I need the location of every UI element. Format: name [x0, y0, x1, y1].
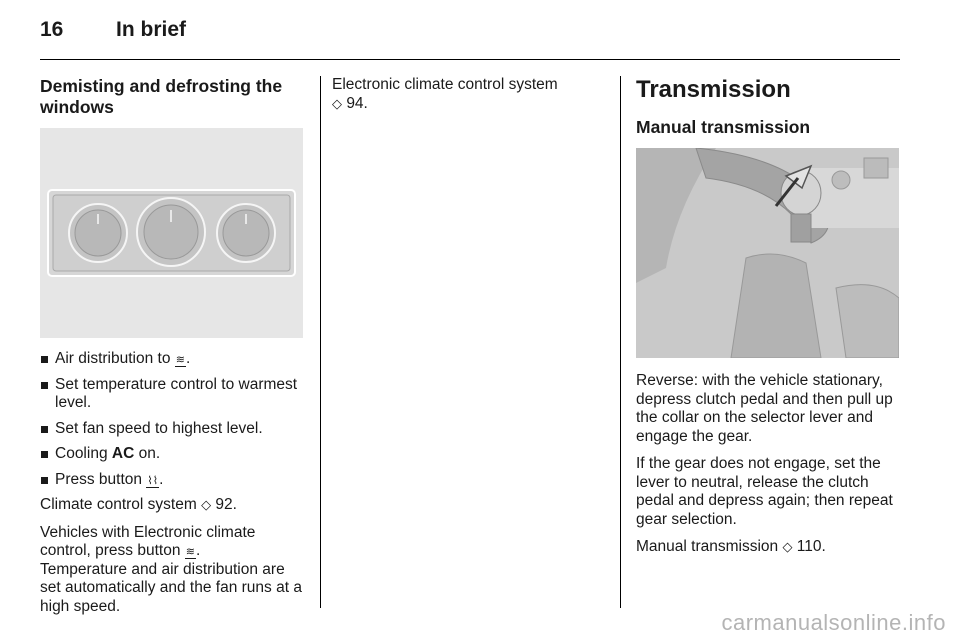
watermark-text: carmanualsonline.info — [721, 610, 946, 635]
automatic-operation-text: Temperature and air distribution are set automatically and the fan runs at a high speed. — [40, 560, 302, 615]
subheading-manual-transmission: Manual transmission — [636, 117, 811, 137]
list-item: Set temperature control to warmest level. — [40, 376, 308, 413]
column-demisting — [40, 76, 308, 616]
electronic-climate-reference: Electronic climate control system ◇ 94. — [332, 76, 558, 112]
section-heading-transmission: Transmission — [636, 76, 791, 103]
list-item: Cooling AC on. — [40, 445, 308, 464]
column-divider-1 — [320, 76, 321, 608]
rear-window-heat-icon: ⌇⌇ — [147, 474, 159, 487]
list-item: Air distribution to ≋. — [40, 350, 308, 369]
manual-transmission-reference: Manual transmission ◇ 110. — [636, 538, 826, 555]
climate-control-panel-illustration — [40, 128, 303, 338]
demisting-steps — [40, 350, 308, 489]
column-reference — [332, 76, 602, 113]
windscreen-defrost-icon: ≋ — [185, 546, 195, 558]
page-reference-icon: ◇ — [332, 95, 342, 111]
page-reference-icon: ◇ — [201, 497, 212, 512]
page-reference-icon: ◇ — [782, 539, 793, 554]
list-item: Set fan speed to highest level. — [40, 420, 308, 439]
section-heading-demisting: Demisting and defrosting the windows — [40, 76, 283, 117]
gear-not-engaging-text: If the gear does not engage, set the lever to neutral, release the clutch pedal and depress again; then repeat gear selection. — [636, 455, 893, 528]
electronic-climate-text: Vehicles with Electronic climate control, press button ≋. — [40, 523, 256, 559]
page-title: In brief — [116, 18, 187, 41]
column-divider-2 — [620, 76, 621, 608]
reverse-gear-text: Reverse: with the vehicle stationary, depress clutch pedal and then pull up the collar on the selector lever and engage the gear. — [636, 372, 893, 445]
list-item: Press button ⌇⌇. — [40, 471, 308, 490]
header-rule — [40, 59, 900, 60]
column-transmission — [636, 76, 902, 557]
gear-lever-illustration — [636, 148, 899, 358]
windscreen-defrost-icon: ≋ — [175, 354, 185, 366]
page-number: 16 — [40, 18, 64, 41]
climate-control-reference: Climate control system ◇ 92. — [40, 496, 237, 513]
